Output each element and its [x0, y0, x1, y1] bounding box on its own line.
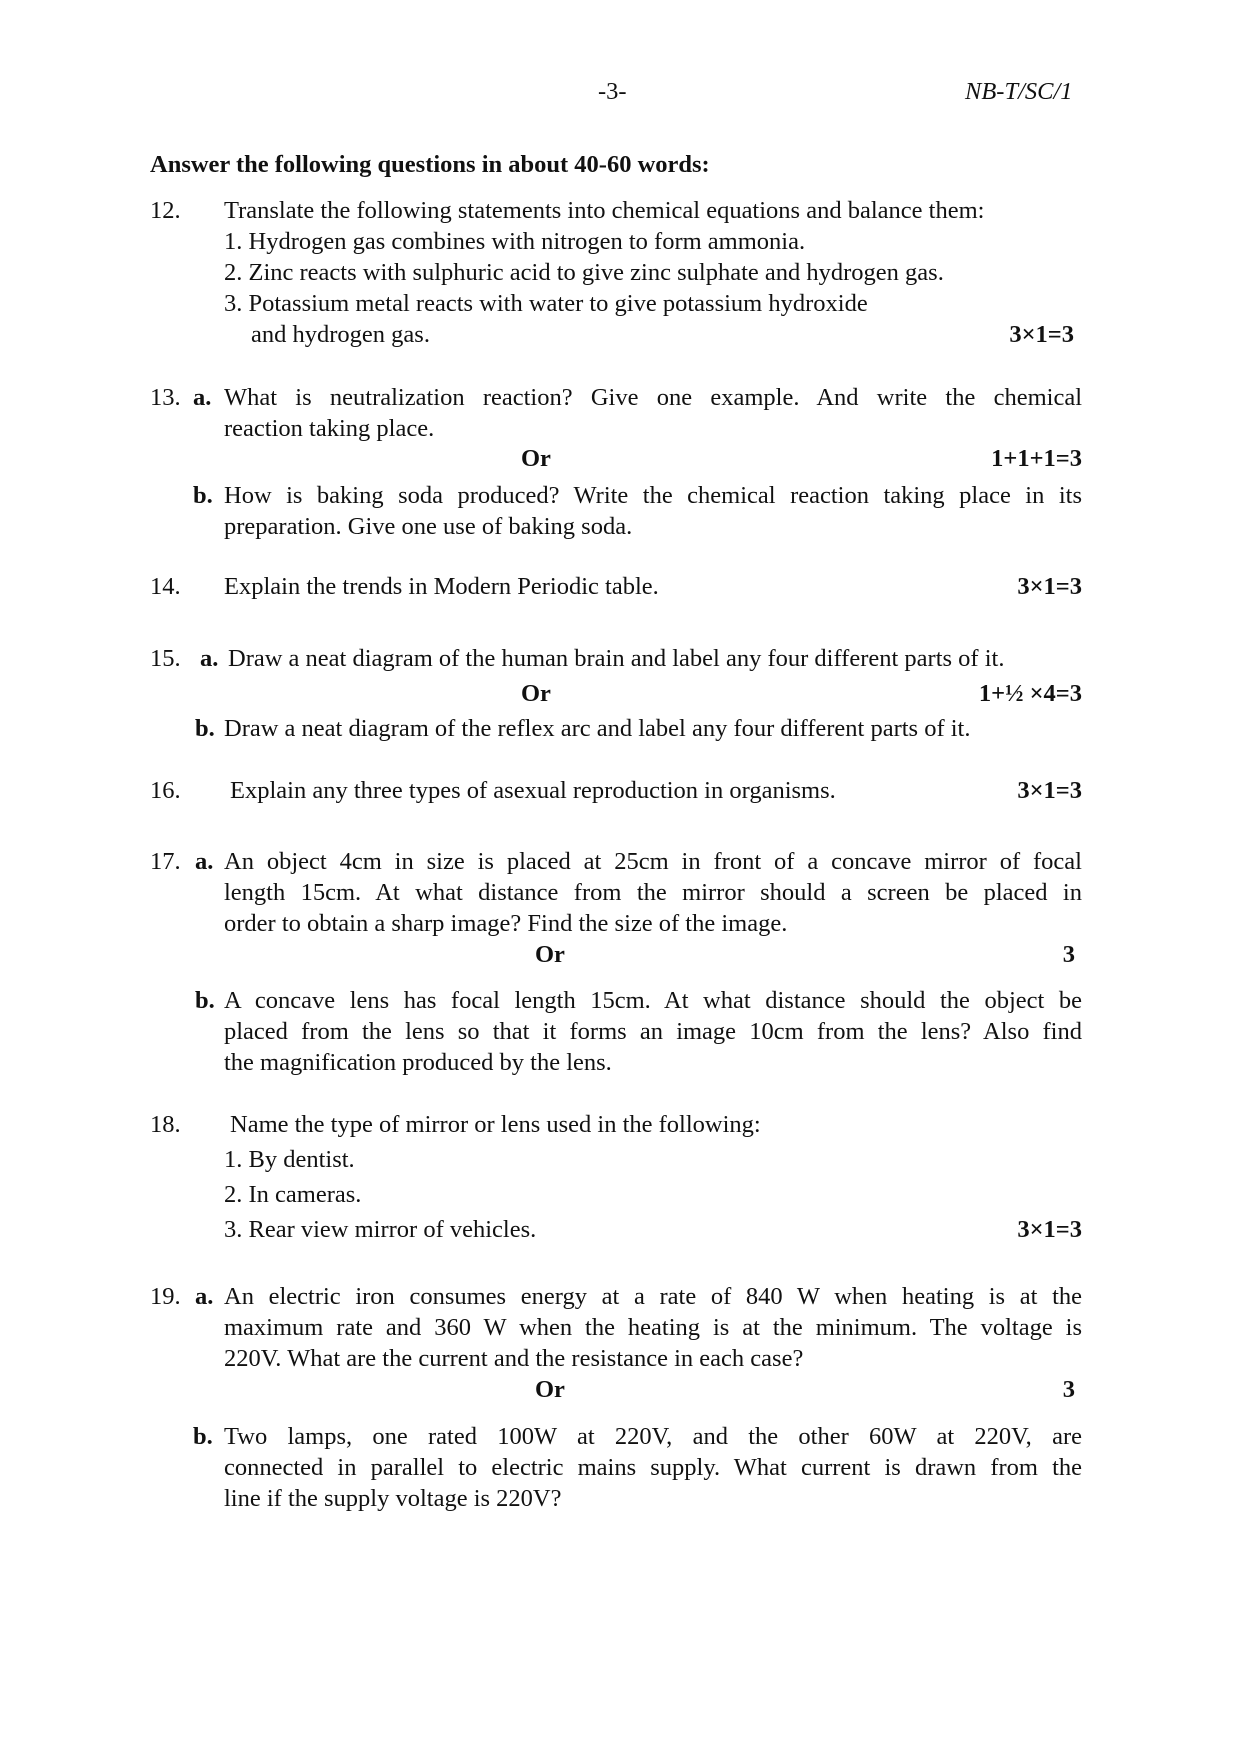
question-number: 16.	[150, 777, 181, 804]
option-text: connected in parallel to electric mains supply. What current is drawn from the	[224, 1454, 1082, 1481]
option-text: An electric iron consumes energy at a rate of 840 W when heating is at the	[224, 1283, 1082, 1310]
option-text: placed from the lens so that it forms an image 10cm from the lens? Also find	[224, 1018, 1082, 1045]
option-text: How is baking soda produced? Write the chemical reaction taking place in its	[224, 482, 1082, 509]
option-text: line if the supply voltage is 220V?	[224, 1485, 562, 1512]
marks: 1+½ ×4=3	[978, 680, 1082, 707]
option-text: order to obtain a sharp image? Find the size of the image.	[224, 910, 788, 937]
question-text: Explain the trends in Modern Periodic table.	[224, 573, 659, 600]
marks: 3	[1062, 941, 1075, 968]
option-label: a.	[195, 848, 214, 875]
or-separator: Or	[535, 1376, 565, 1403]
option-label: b.	[195, 987, 215, 1014]
marks: 3×1=3	[1017, 1216, 1082, 1243]
list-item: 1. Hydrogen gas combines with nitrogen to form ammonia.	[224, 228, 806, 255]
question-number: 13.	[150, 384, 181, 411]
option-text: the magnification produced by the lens.	[224, 1049, 612, 1076]
option-label: a.	[200, 645, 219, 672]
page-number: -3-	[598, 78, 627, 105]
question-number: 18.	[150, 1111, 181, 1138]
option-label: a.	[195, 1283, 214, 1310]
question-number: 15.	[150, 645, 181, 672]
question-text: Explain any three types of asexual reproduction in organisms.	[230, 777, 836, 804]
or-separator: Or	[521, 680, 551, 707]
question-number: 17.	[150, 848, 181, 875]
question-number: 19.	[150, 1283, 181, 1310]
marks: 3	[1062, 1376, 1075, 1403]
list-item: 1. By dentist.	[224, 1146, 355, 1173]
list-item: 3. Rear view mirror of vehicles.	[224, 1216, 537, 1243]
marks: 3×1=3	[1017, 573, 1082, 600]
option-text: reaction taking place.	[224, 415, 435, 442]
marks: 3×1=3	[1017, 777, 1082, 804]
or-separator: Or	[521, 445, 551, 472]
option-label: a.	[193, 384, 212, 411]
section-heading: Answer the following questions in about 40-60 words:	[150, 151, 710, 178]
option-text: Draw a neat diagram of the human brain and label any four different parts of it.	[228, 645, 1005, 672]
marks: 1+1+1=3	[991, 445, 1082, 472]
option-label: b.	[193, 1423, 213, 1450]
option-text: 220V. What are the current and the resistance in each case?	[224, 1345, 804, 1372]
marks: 3×1=3	[1009, 321, 1074, 348]
option-text: A concave lens has focal length 15cm. At what distance should the object be	[224, 987, 1082, 1014]
question-text: Name the type of mirror or lens used in the following:	[230, 1111, 761, 1138]
question-number: 14.	[150, 573, 181, 600]
question-text: Translate the following statements into chemical equations and balance them:	[224, 197, 985, 224]
option-text: preparation. Give one use of baking soda.	[224, 513, 633, 540]
option-text: length 15cm. At what distance from the mirror should a screen be placed in	[224, 879, 1082, 906]
paper-code: NB-T/SC/1	[965, 78, 1073, 105]
option-text: What is neutralization reaction? Give one example. And write the chemical	[224, 384, 1082, 411]
option-text: Two lamps, one rated 100W at 220V, and the other 60W at 220V, are	[224, 1423, 1082, 1450]
or-separator: Or	[535, 941, 565, 968]
option-label: b.	[193, 482, 213, 509]
list-item: 2. In cameras.	[224, 1181, 362, 1208]
option-text: An object 4cm in size is placed at 25cm in front of a concave mirror of focal	[224, 848, 1082, 875]
list-item: 3. Potassium metal reacts with water to give potassium hydroxide	[224, 290, 868, 317]
option-text: maximum rate and 360 W when the heating is at the minimum. The voltage is	[224, 1314, 1082, 1341]
option-text: Draw a neat diagram of the reflex arc and label any four different parts of it.	[224, 715, 971, 742]
option-label: b.	[195, 715, 215, 742]
list-item-continuation: and hydrogen gas.	[251, 321, 430, 348]
question-number: 12.	[150, 197, 181, 224]
list-item: 2. Zinc reacts with sulphuric acid to give zinc sulphate and hydrogen gas.	[224, 259, 944, 286]
